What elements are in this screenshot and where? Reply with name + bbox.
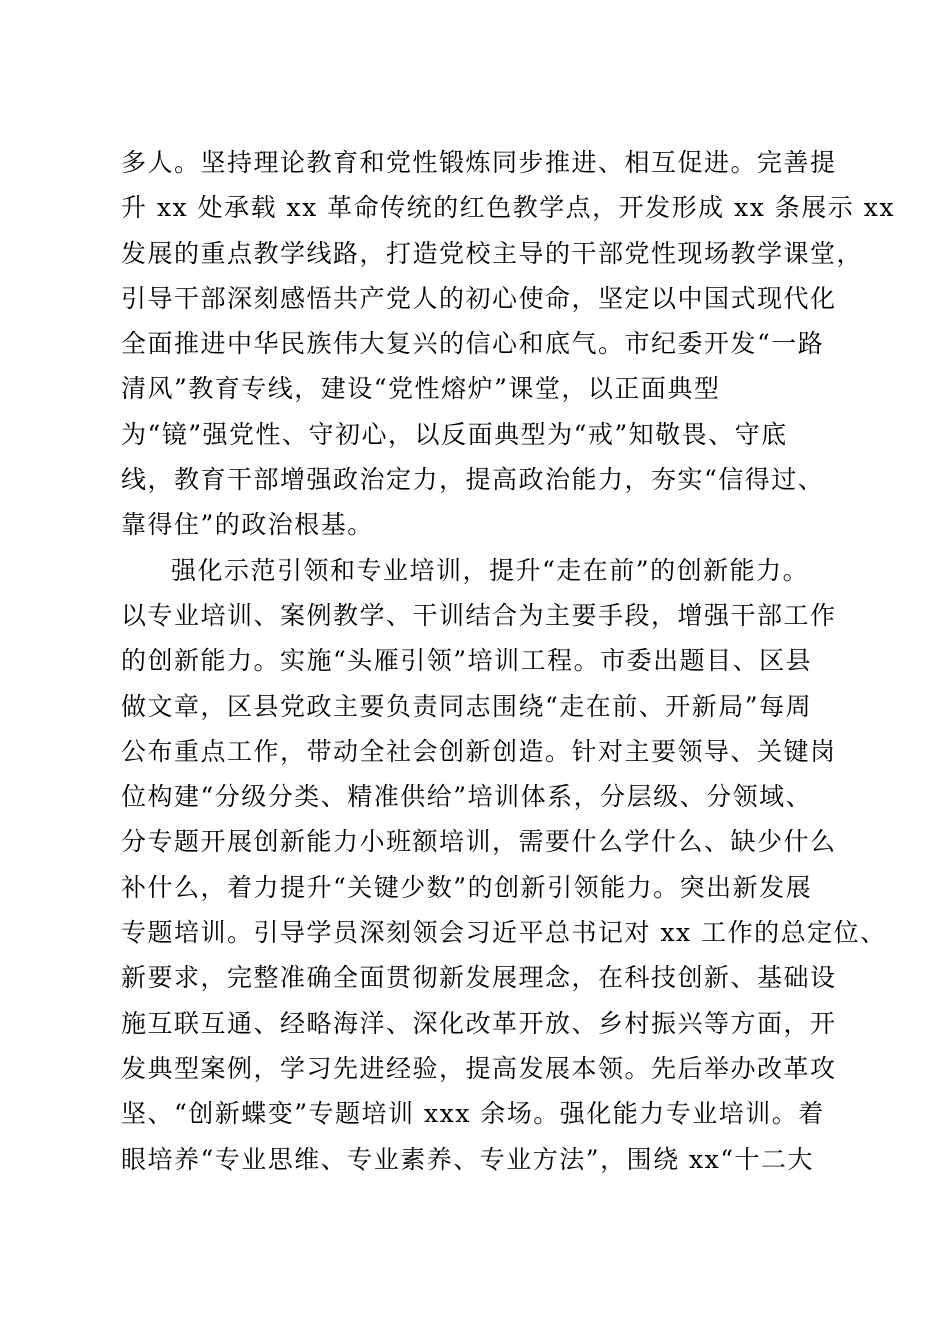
text-line: 专题培训。引导学员深刻领会习近平总书记对 xx 工作的总定位、	[121, 918, 887, 948]
text-line: 分专题开展创新能力小班额培训，需要什么学什么、缺少什么	[121, 827, 837, 857]
text-line: 发展的重点教学线路，打造党校主导的干部党性现场教学课堂，	[121, 238, 864, 268]
text-line: 线，教育干部增强政治定力，提高政治能力，夯实“信得过、	[121, 465, 825, 495]
text-line: 眼培养“专业思维、专业素养、专业方法”，围绕 xx“十二大	[121, 1144, 814, 1174]
text-line: 发典型案例，学习先进经验，提高发展本领。先后举办改革攻	[121, 1053, 837, 1083]
text-line: 全面推进中华民族伟大复兴的信心和底气。市纪委开发“一路	[121, 329, 825, 359]
text-line: 新要求，完整准确全面贯彻新发展理念，在科技创新、基础设	[121, 963, 837, 993]
text-line: 补什么，着力提升“关键少数”的创新引领能力。突出新发展	[121, 872, 813, 902]
text-line: 位构建“分级分类、精准供给”培训体系，分层级、分领域、	[121, 782, 813, 812]
text-line: 引导干部深刻感悟共产党人的初心使命，坚定以中国式现代化	[121, 283, 837, 313]
text-line: 清风”教育专线，建设“党性熔炉”课堂，以正面典型	[121, 374, 721, 404]
text-line: 以专业培训、案例教学、干训结合为主要手段，增强干部工作	[121, 600, 837, 630]
text-line: 多人。坚持理论教育和党性锻炼同步推进、相互促进。完善提	[121, 148, 837, 177]
text-line: 公布重点工作，带动全社会创新创造。针对主要领导、关键岗	[121, 736, 837, 766]
text-line: 升 xx 处承载 xx 革命传统的红色教学点，开发形成 xx 条展示 xx	[121, 193, 895, 223]
text-line: 坚、“创新蝶变”专题培训 xxx 余场。强化能力专业培训。着	[121, 1099, 825, 1129]
document-body	[121, 140, 895, 1182]
text-line: 靠得住”的政治根基。	[121, 510, 374, 540]
text-line: 为“镜”强党性、守初心，以反面典型为“戒”知敬畏、守底	[121, 419, 788, 449]
paragraph-heading-line: 强化示范引领和专业培训，提升“走在前”的创新能力。	[171, 555, 810, 585]
text-line: 施互联互通、经略海洋、深化改革开放、乡村振兴等方面，开	[121, 1008, 837, 1038]
text-line: 做文章，区县党政主要负责同志围绕“走在前、开新局”每周	[121, 691, 813, 721]
text-line: 的创新能力。实施“头雁引领”培训工程。市委出题目、区县	[121, 646, 813, 676]
